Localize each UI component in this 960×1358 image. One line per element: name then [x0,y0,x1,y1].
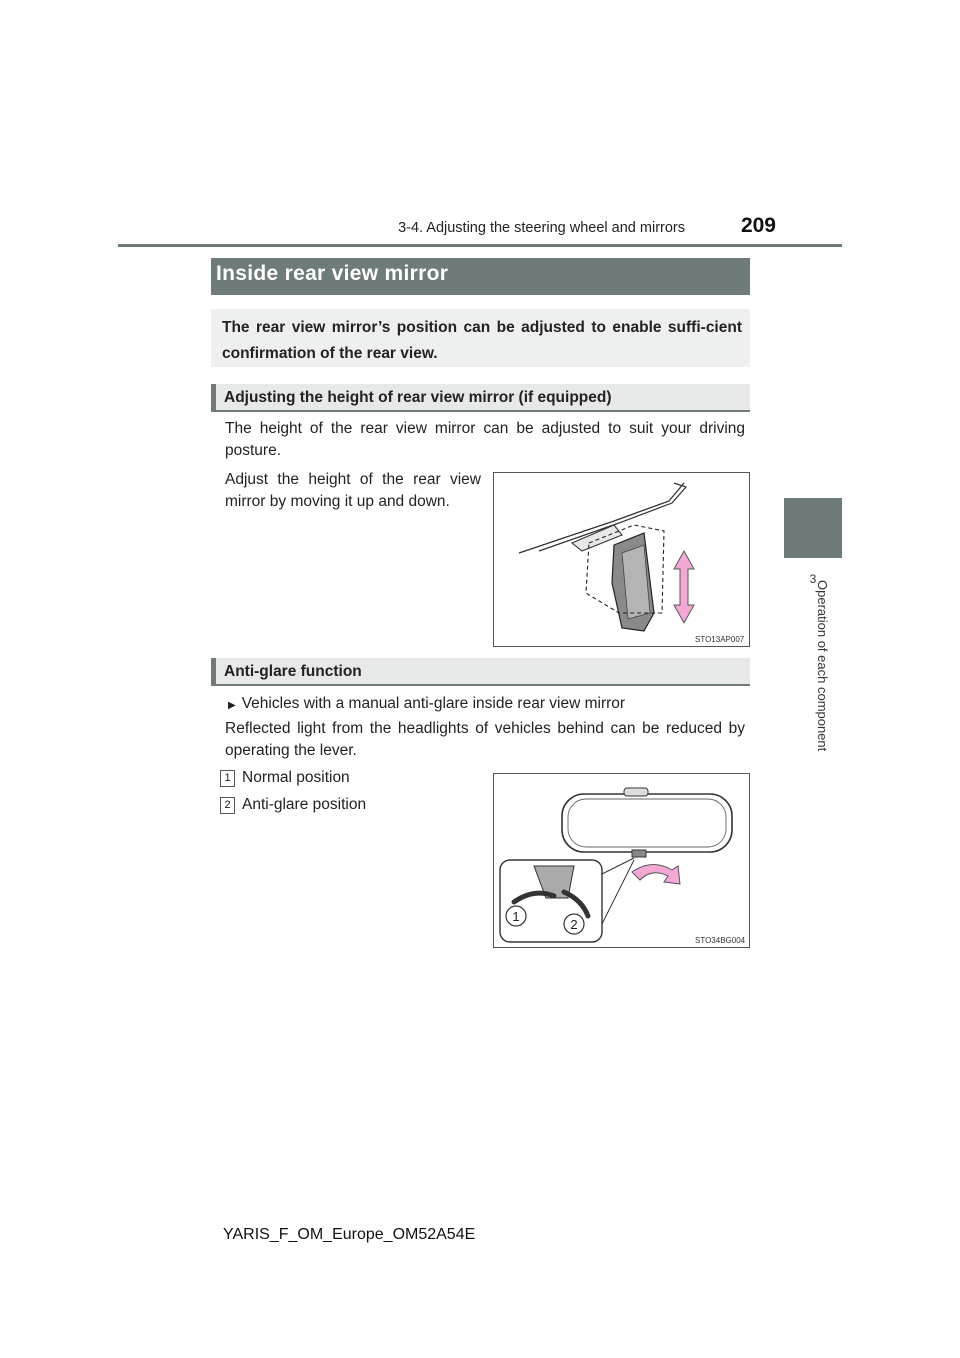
subsection-title-anti-glare: Anti-glare function [224,663,362,680]
intro-text: The rear view mirror’s position can be adjusted to enable suffi-cient confirmation of the rear view. [222,319,742,362]
bullet-text: Vehicles with a manual anti-glare inside rear view mirror [241,695,626,712]
chapter-side-tab [784,498,842,558]
footer-manual-code: YARIS_F_OM_Europe_OM52A54E [223,1226,476,1243]
mirror-height-illustration [494,473,749,646]
up-down-arrow-icon [674,551,694,623]
triangle-bullet-icon: ▶ [228,700,236,711]
item-number-1: 1 [220,770,235,787]
side-tab-label: Operation of each component [815,580,830,752]
anti-glare-figure [493,773,750,948]
chapter-title: 3-4. Adjusting the steering wheel and mirrors [398,220,685,236]
mirror-height-figure [493,472,750,647]
reflect-paragraph: Reflected light from the headlights of vehicles behind can be reduced by operating the lever. [225,720,745,759]
figure-code: STO13AP007 [695,635,745,644]
bullet-line [228,693,748,717]
adjust-paragraph: Adjust the height of the rear view mirror by moving it up and down. [225,471,481,510]
side-tab-number: 3 [809,572,817,586]
subsection-title-height: Adjusting the height of rear view mirror (if equipped) [224,389,612,406]
curved-arrow-icon [632,864,680,884]
anti-glare-illustration [494,774,749,947]
item-label-normal: Normal position [242,769,350,786]
inset-label-1: 1 [512,909,520,924]
inset-label-2: 2 [570,917,578,932]
page-number: 209 [740,214,776,237]
item-label-anti-glare: Anti-glare position [242,796,367,813]
height-paragraph: The height of the rear view mirror can be adjusted to suit your driving posture. [225,420,745,459]
figure-code: STO34BG004 [695,936,746,945]
header-divider [118,244,842,247]
section-title: Inside rear view mirror [216,262,449,285]
item-number-2: 2 [220,797,235,814]
